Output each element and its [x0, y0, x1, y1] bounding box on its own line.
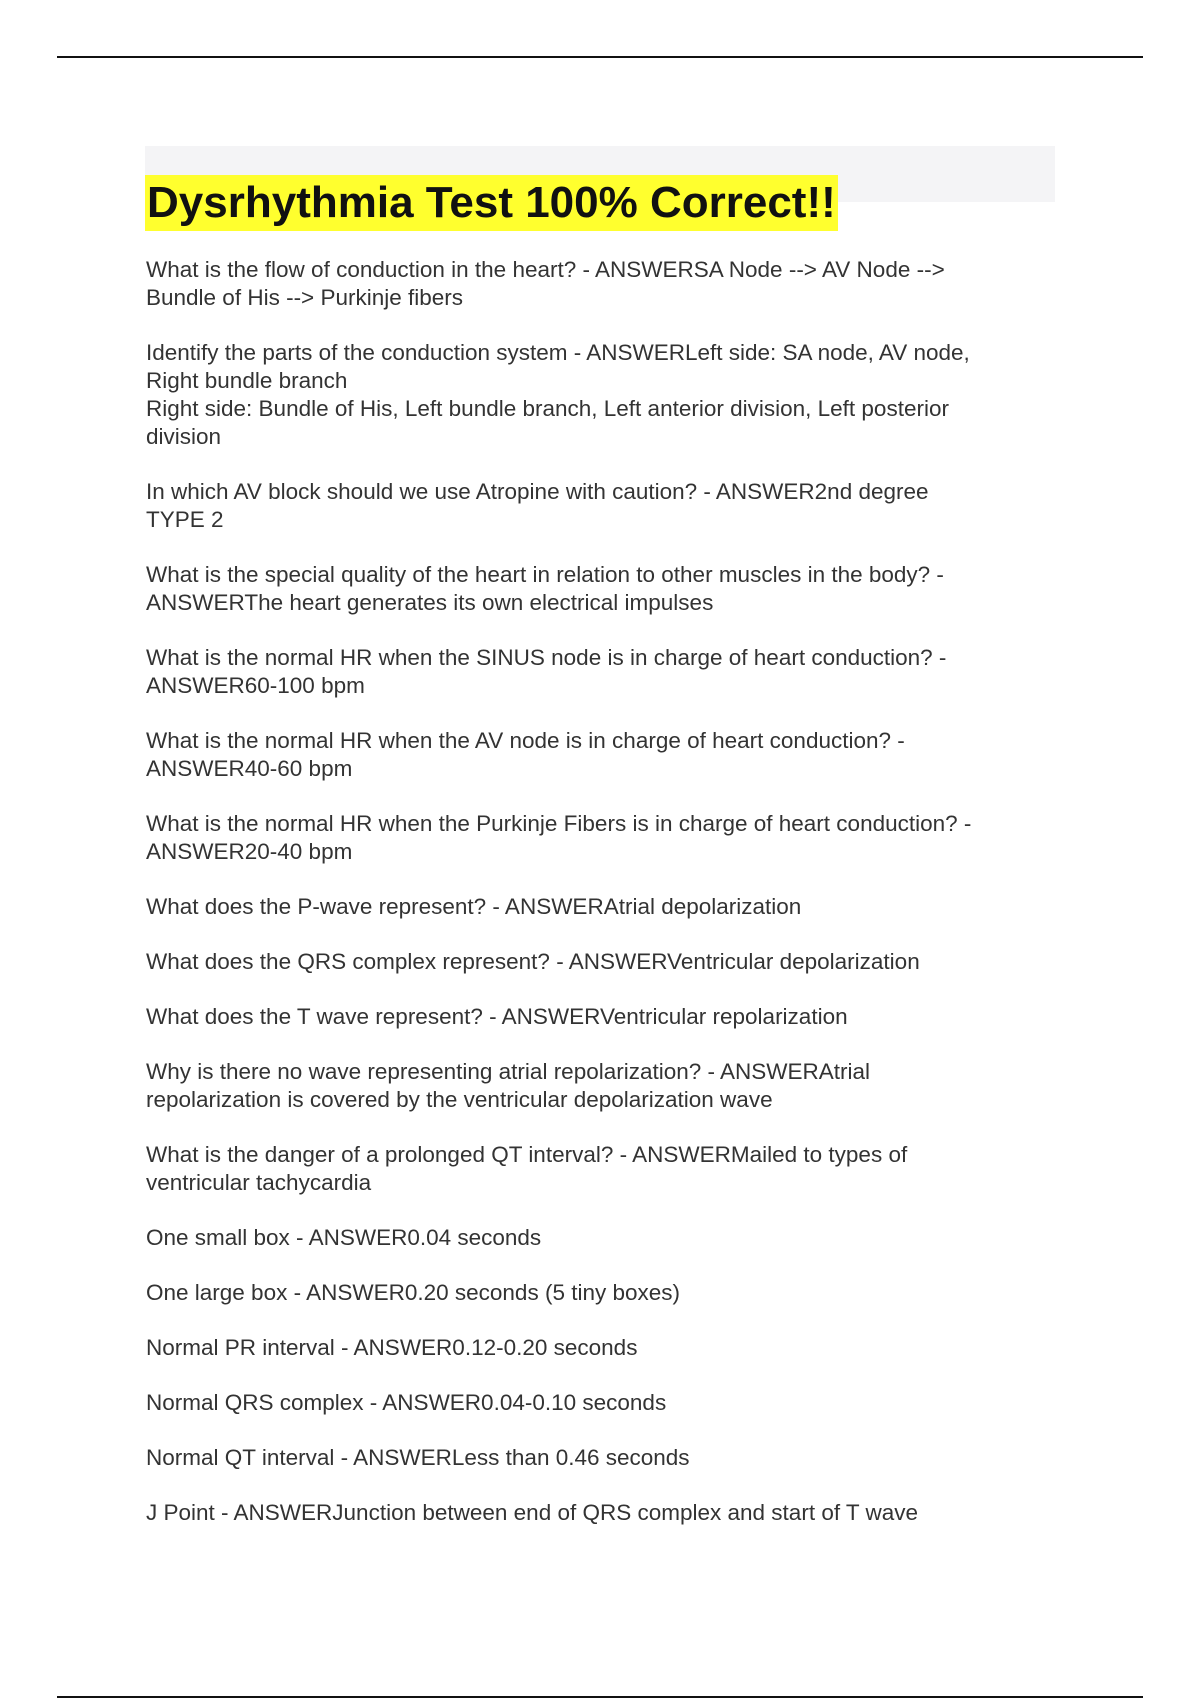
qa-item: What does the T wave represent? - ANSWERVentricular repolarization — [146, 1004, 848, 1029]
qa-item: What is the flow of conduction in the heart? - ANSWERSA Node --> AV Node --> Bundle of His --> Purkinje fibers — [146, 257, 945, 310]
qa-item: Identify the parts of the conduction system - ANSWERLeft side: SA node, AV node, Right bundle branch Right side: Bundle of His, Left bundle branch, Left anterior division, Left posterior division — [146, 340, 970, 449]
qa-item: One large box - ANSWER0.20 seconds (5 tiny boxes) — [146, 1280, 681, 1305]
top-divider — [57, 56, 1143, 58]
qa-item: What is the normal HR when the SINUS node is in charge of heart conduction? - ANSWER60-100 bpm — [146, 645, 947, 698]
qa-item: Why is there no wave representing atrial repolarization? - ANSWERAtrial repolarization is covered by the ventricular depolarization wave — [146, 1059, 871, 1112]
qa-item: What is the special quality of the heart in relation to other muscles in the body? - ANSWERThe heart generates its own electrical impulses — [146, 562, 944, 615]
qa-item: What is the normal HR when the Purkinje Fibers is in charge of heart conduction? - ANSWER20-40 bpm — [146, 811, 972, 864]
qa-item: What is the danger of a prolonged QT interval? - ANSWERMailed to types of ventricular tachycardia — [146, 1142, 908, 1195]
qa-item: One small box - ANSWER0.04 seconds — [146, 1225, 542, 1250]
qa-item: Normal QRS complex - ANSWER0.04-0.10 seconds — [146, 1390, 667, 1415]
qa-item: J Point - ANSWERJunction between end of QRS complex and start of T wave — [146, 1500, 919, 1525]
qa-list — [146, 256, 1066, 1554]
qa-item: Normal PR interval - ANSWER0.12-0.20 seconds — [146, 1335, 638, 1360]
qa-item: In which AV block should we use Atropine with caution? - ANSWER2nd degree TYPE 2 — [146, 479, 929, 532]
qa-item: Normal QT interval - ANSWERLess than 0.46 seconds — [146, 1445, 690, 1470]
qa-item: What is the normal HR when the AV node is in charge of heart conduction? - ANSWER40-60 bpm — [146, 728, 905, 781]
document-title: Dysrhythmia Test 100% Correct!! — [145, 175, 838, 231]
qa-item: What does the P-wave represent? - ANSWERAtrial depolarization — [146, 894, 802, 919]
bottom-divider — [57, 1696, 1143, 1698]
qa-item: What does the QRS complex represent? - ANSWERVentricular depolarization — [146, 949, 920, 974]
